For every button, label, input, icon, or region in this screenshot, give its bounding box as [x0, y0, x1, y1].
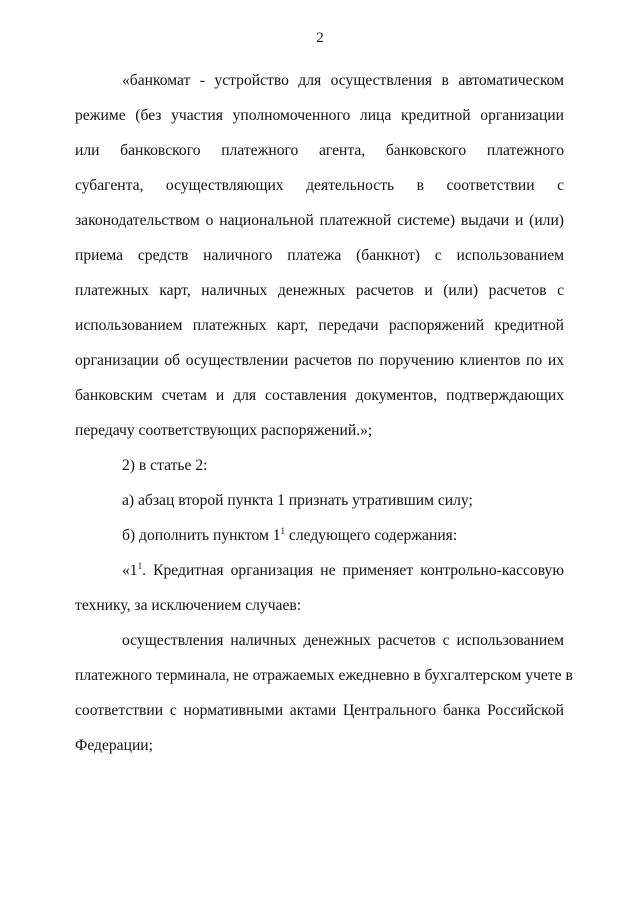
clause-line: [122, 561, 564, 581]
clause-line: технику, за исключением случаев:: [75, 597, 302, 614]
paragraph-line: использованием платежных карт, передачи распоряжений кредитной: [75, 317, 564, 334]
paragraph-line: законодательством о национальной платежной системе) выдачи и (или): [75, 212, 564, 229]
superscript: 1: [137, 561, 143, 571]
paragraph-line: осуществления наличных денежных расчетов с использованием: [122, 632, 564, 649]
paragraph-line: платежных карт, наличных денежных расчетов и (или) расчетов с: [75, 282, 564, 299]
item-text: б) дополнить пунктом 1: [122, 527, 281, 544]
list-item: а) абзац второй пункта 1 признать утратившим силу;: [122, 492, 473, 509]
clause-number: «1: [122, 562, 138, 579]
paragraph-line: соответствии с нормативными актами Центрального банка Российской: [75, 702, 564, 719]
paragraph-line: Федерации;: [75, 737, 153, 754]
paragraph-line: банковским счетам и для составления документов, подтверждающих: [75, 387, 564, 404]
paragraph-line: организации об осуществлении расчетов по поручению клиентов по их: [75, 352, 564, 369]
paragraph-line: субагента, осуществляющих деятельность в соответствии с: [75, 177, 564, 194]
paragraph-line: режиме (без участия уполномоченного лица кредитной организации: [75, 107, 564, 124]
paragraph-line: приема средств наличного платежа (банкнот) с использованием: [75, 247, 564, 264]
page-number: 2: [316, 30, 324, 46]
clause-text: . Кредитная организация не применяет контрольно-кассовую: [142, 562, 564, 579]
superscript: 1: [280, 526, 286, 536]
paragraph-line: передачу соответствующих распоряжений.»;: [75, 422, 373, 439]
paragraph-line: «банкомат - устройство для осуществления в автоматическом: [122, 72, 564, 89]
paragraph-line: платежного терминала, не отражаемых ежедневно в бухгалтерском учете в: [75, 667, 573, 684]
list-item: [122, 526, 564, 546]
item-text: следующего содержания:: [285, 527, 458, 544]
paragraph-line: или банковского платежного агента, банковского платежного: [75, 142, 564, 159]
list-item: 2) в статье 2:: [122, 457, 208, 474]
